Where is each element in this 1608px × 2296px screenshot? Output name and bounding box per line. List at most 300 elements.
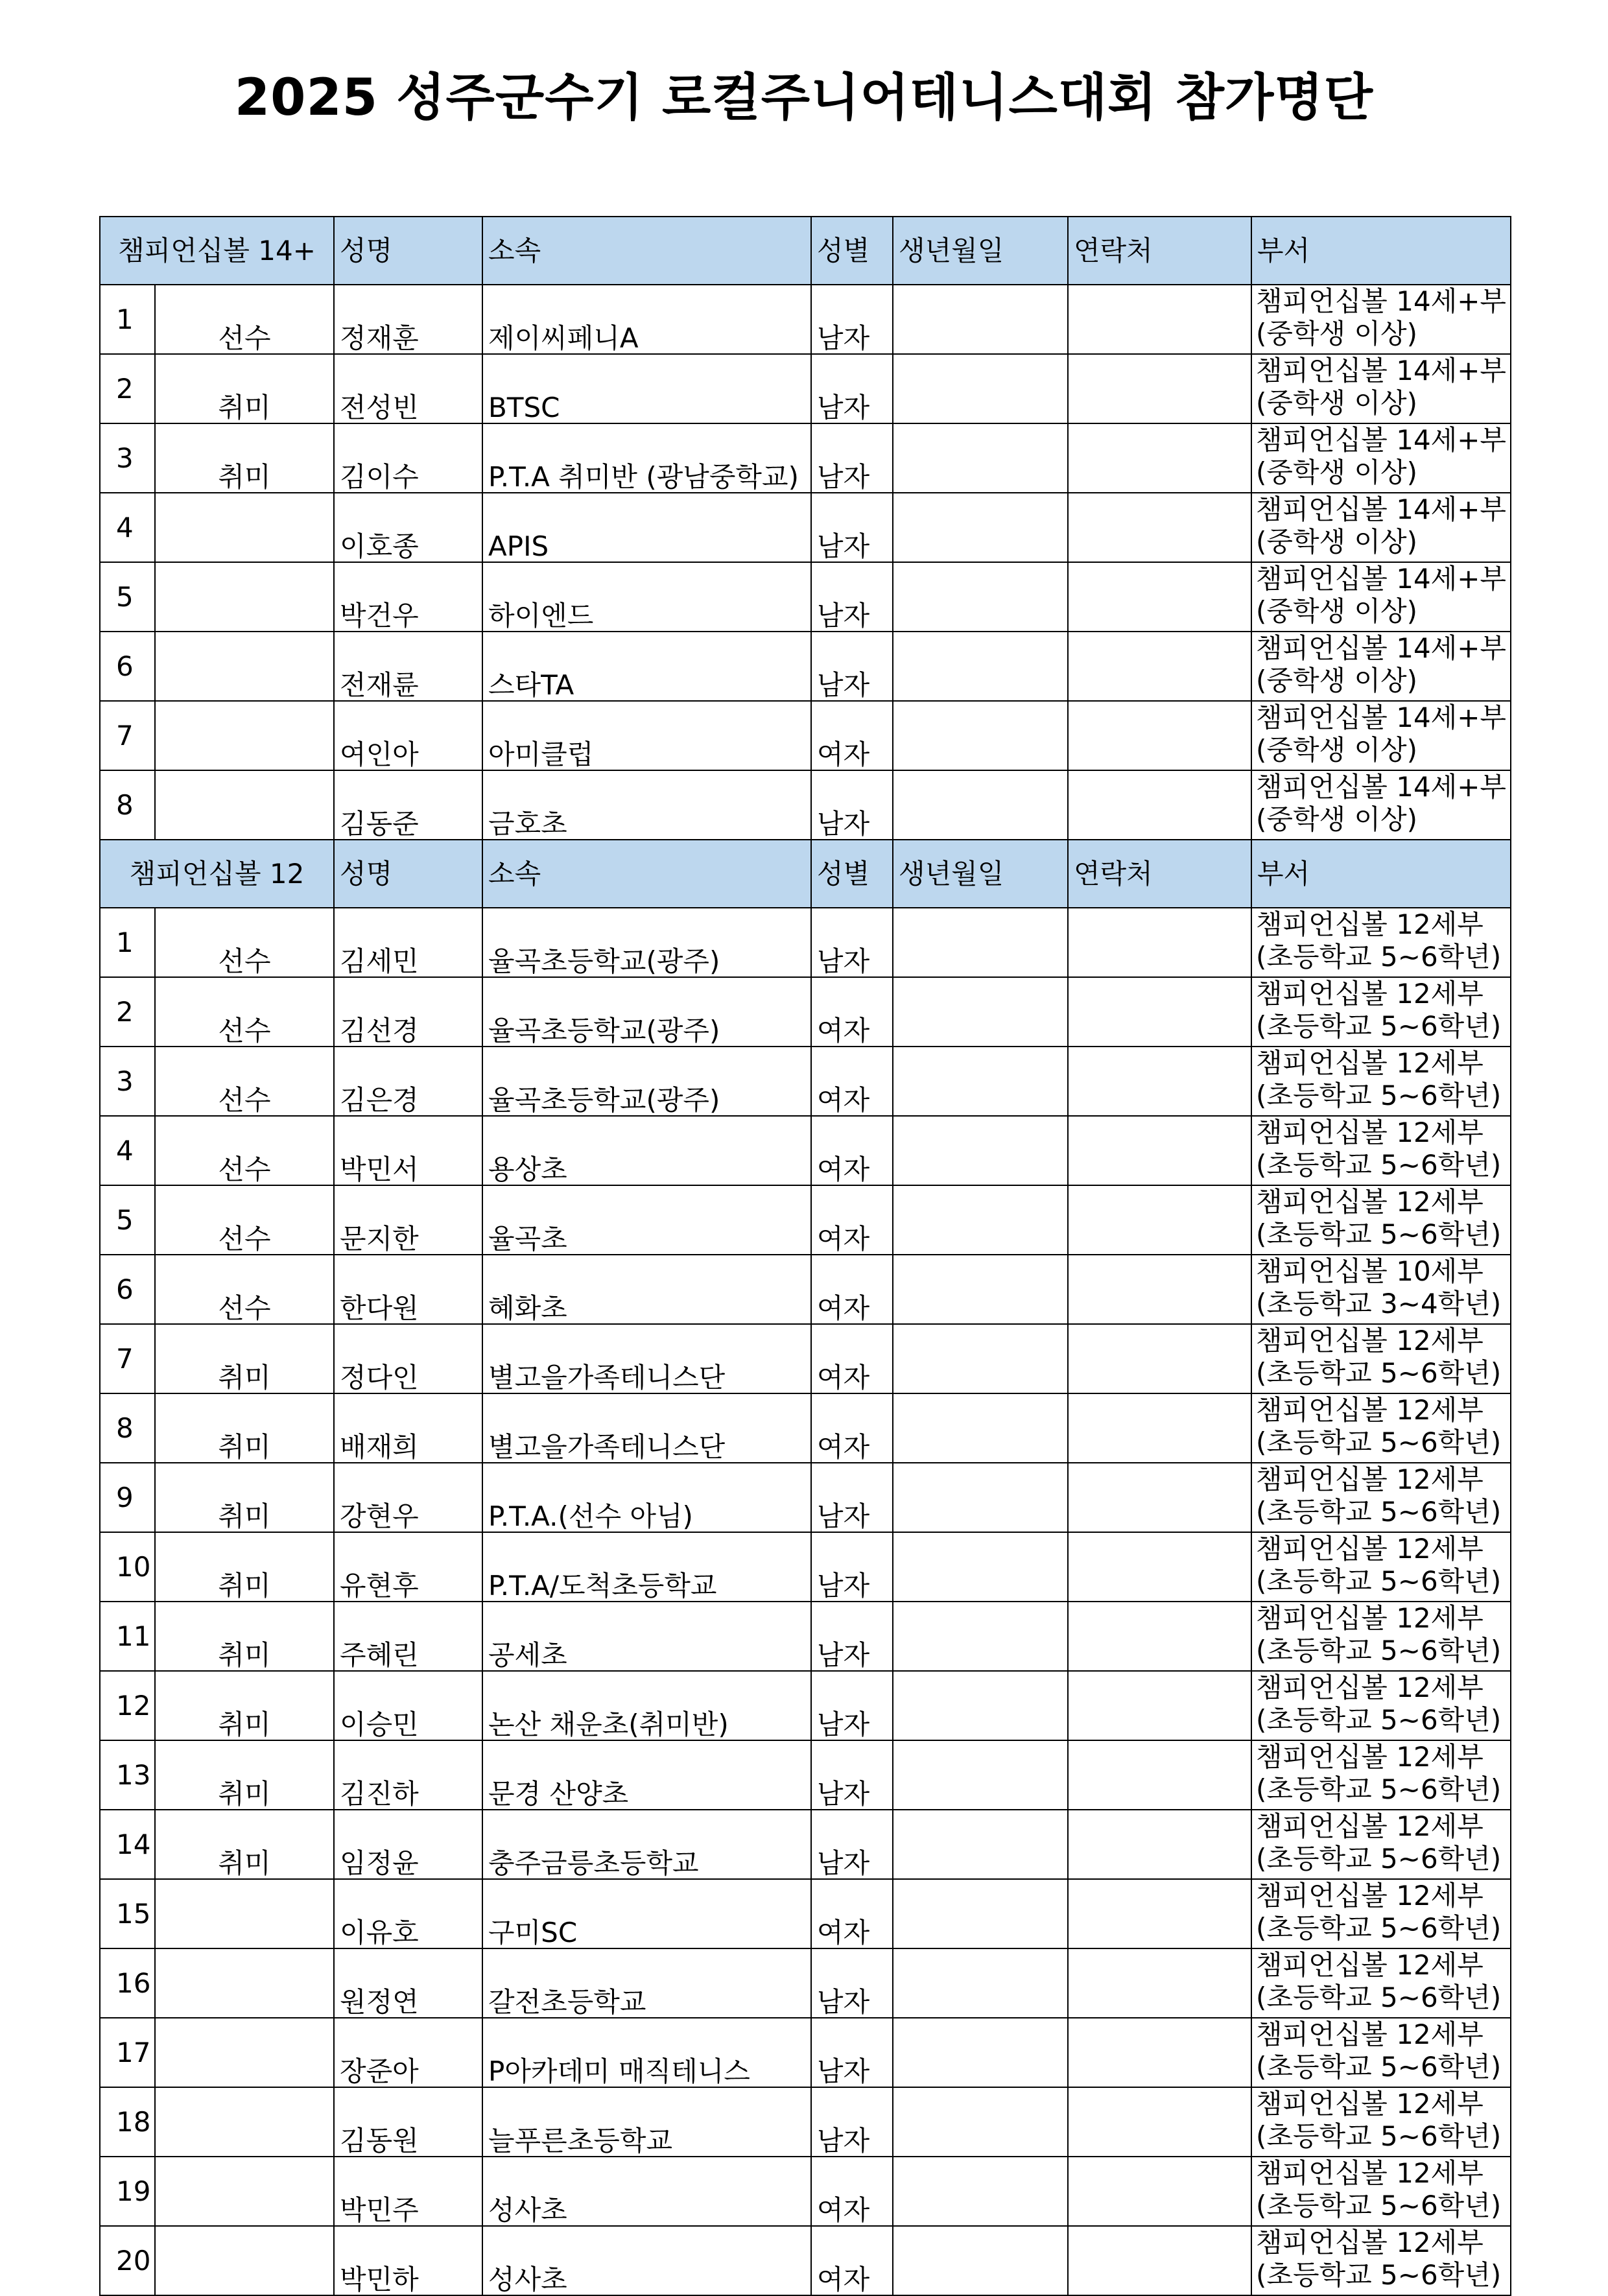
row-group — [155, 2226, 334, 2295]
table-row — [100, 1116, 1511, 1185]
row-affiliation: P.T.A/도척초등학교 — [482, 1532, 811, 1602]
row-group — [155, 493, 334, 562]
table-row — [100, 632, 1511, 701]
row-birthdate — [893, 2157, 1068, 2226]
row-number: 1 — [100, 908, 155, 977]
table-row — [100, 1671, 1511, 1740]
row-number: 7 — [100, 1324, 155, 1393]
division-line-2: (초등학교 5~6학년) — [1256, 1149, 1502, 1181]
row-name: 배재희 — [334, 1393, 482, 1463]
row-contact — [1068, 1948, 1251, 2018]
row-group — [155, 1948, 334, 2018]
column-header-name: 성명 — [334, 217, 482, 285]
section-header-row — [100, 840, 1511, 908]
column-header-birthdate: 생년월일 — [893, 217, 1068, 285]
division-line-2: (초등학교 5~6학년) — [1256, 1843, 1502, 1875]
row-affiliation: 금호초 — [482, 770, 811, 840]
row-division — [1251, 1255, 1511, 1324]
row-gender: 남자 — [811, 770, 893, 840]
row-affiliation: P.T.A 취미반 (광남중학교) — [482, 423, 811, 493]
table-row — [100, 1532, 1511, 1602]
division-line-1: 챔피언십볼 14세+부 — [1256, 424, 1507, 456]
row-number: 3 — [100, 423, 155, 493]
row-group: 취미 — [155, 1740, 334, 1810]
row-birthdate — [893, 2087, 1068, 2157]
division-line-1: 챔피언십볼 12세부 — [1256, 1047, 1484, 1079]
row-number: 20 — [100, 2226, 155, 2295]
row-contact — [1068, 493, 1251, 562]
table-row — [100, 701, 1511, 770]
row-division — [1251, 1948, 1511, 2018]
row-gender: 여자 — [811, 2157, 893, 2226]
row-division — [1251, 1185, 1511, 1255]
division-line-2: (초등학교 5~6학년) — [1256, 1357, 1502, 1389]
row-number: 15 — [100, 1879, 155, 1948]
row-birthdate — [893, 770, 1068, 840]
table-row — [100, 770, 1511, 840]
row-division — [1251, 2018, 1511, 2087]
row-division — [1251, 770, 1511, 840]
row-name: 박민서 — [334, 1116, 482, 1185]
row-name: 김은경 — [334, 1047, 482, 1116]
division-line-1: 챔피언십볼 10세부 — [1256, 1255, 1484, 1287]
division-line-1: 챔피언십볼 12세부 — [1256, 1672, 1484, 1703]
row-group: 취미 — [155, 1324, 334, 1393]
row-birthdate — [893, 1116, 1068, 1185]
row-affiliation: BTSC — [482, 354, 811, 423]
division-line-1: 챔피언십볼 14세+부 — [1256, 493, 1507, 525]
division-line-2: (초등학교 5~6학년) — [1256, 1982, 1502, 2013]
row-name: 주혜린 — [334, 1602, 482, 1671]
division-line-2: (중학생 이상) — [1256, 665, 1417, 696]
row-group: 취미 — [155, 1463, 334, 1532]
row-number: 19 — [100, 2157, 155, 2226]
division-line-1: 챔피언십볼 12세부 — [1256, 2088, 1484, 2120]
row-affiliation: 율곡초등학교(광주) — [482, 1047, 811, 1116]
table-row — [100, 1047, 1511, 1116]
category-label: 챔피언십볼 14+ — [100, 217, 334, 285]
row-gender: 남자 — [811, 562, 893, 632]
row-birthdate — [893, 1948, 1068, 2018]
row-name: 이유호 — [334, 1879, 482, 1948]
row-gender: 남자 — [811, 1671, 893, 1740]
division-line-1: 챔피언십볼 12세부 — [1256, 1533, 1484, 1565]
division-line-2: (초등학교 5~6학년) — [1256, 1010, 1502, 1042]
row-birthdate — [893, 1185, 1068, 1255]
division-line-2: (중학생 이상) — [1256, 318, 1417, 349]
row-contact — [1068, 1602, 1251, 1671]
row-group: 취미 — [155, 1532, 334, 1602]
row-division — [1251, 977, 1511, 1047]
division-line-1: 챔피언십볼 14세+부 — [1256, 285, 1507, 317]
row-group: 취미 — [155, 1671, 334, 1740]
row-division — [1251, 1740, 1511, 1810]
row-affiliation: 하이엔드 — [482, 562, 811, 632]
table-row — [100, 1740, 1511, 1810]
row-number: 5 — [100, 1185, 155, 1255]
row-number: 4 — [100, 493, 155, 562]
row-group: 선수 — [155, 908, 334, 977]
row-affiliation: 별고을가족테니스단 — [482, 1393, 811, 1463]
row-gender: 여자 — [811, 977, 893, 1047]
row-number: 4 — [100, 1116, 155, 1185]
row-birthdate — [893, 632, 1068, 701]
row-birthdate — [893, 1255, 1068, 1324]
table-row — [100, 1255, 1511, 1324]
row-gender: 남자 — [811, 2087, 893, 2157]
row-gender: 남자 — [811, 1463, 893, 1532]
row-division — [1251, 1532, 1511, 1602]
row-name: 정다인 — [334, 1324, 482, 1393]
division-line-1: 챔피언십볼 12세부 — [1256, 2157, 1484, 2189]
row-birthdate — [893, 285, 1068, 354]
row-contact — [1068, 770, 1251, 840]
row-affiliation: APIS — [482, 493, 811, 562]
row-name: 이승민 — [334, 1671, 482, 1740]
division-line-1: 챔피언십볼 12세부 — [1256, 1880, 1484, 1911]
division-line-2: (초등학교 5~6학년) — [1256, 941, 1502, 973]
row-division — [1251, 285, 1511, 354]
row-birthdate — [893, 423, 1068, 493]
division-line-2: (초등학교 5~6학년) — [1256, 1565, 1502, 1597]
row-division — [1251, 1810, 1511, 1879]
row-gender: 여자 — [811, 1879, 893, 1948]
row-contact — [1068, 977, 1251, 1047]
division-line-2: (중학생 이상) — [1256, 595, 1417, 627]
column-header-affiliation: 소속 — [482, 840, 811, 908]
column-header-division: 부서 — [1251, 840, 1511, 908]
division-line-2: (초등학교 5~6학년) — [1256, 1426, 1502, 1458]
table-row — [100, 1948, 1511, 2018]
row-gender: 남자 — [811, 285, 893, 354]
row-contact — [1068, 1324, 1251, 1393]
division-line-1: 챔피언십볼 12세부 — [1256, 978, 1484, 1010]
row-birthdate — [893, 1047, 1068, 1116]
row-affiliation: 논산 채운초(취미반) — [482, 1671, 811, 1740]
division-line-1: 챔피언십볼 12세부 — [1256, 1810, 1484, 1842]
row-name: 유현후 — [334, 1532, 482, 1602]
row-affiliation: 아미클럽 — [482, 701, 811, 770]
row-contact — [1068, 1879, 1251, 1948]
division-line-2: (초등학교 5~6학년) — [1256, 1218, 1502, 1250]
row-gender: 여자 — [811, 1047, 893, 1116]
table-row — [100, 1393, 1511, 1463]
row-group: 선수 — [155, 1185, 334, 1255]
row-contact — [1068, 2087, 1251, 2157]
row-number: 11 — [100, 1602, 155, 1671]
row-contact — [1068, 2018, 1251, 2087]
row-gender: 남자 — [811, 908, 893, 977]
row-group: 선수 — [155, 1116, 334, 1185]
division-line-2: (초등학교 5~6학년) — [1256, 1496, 1502, 1528]
table-row — [100, 2087, 1511, 2157]
row-birthdate — [893, 1393, 1068, 1463]
row-contact — [1068, 701, 1251, 770]
row-group: 취미 — [155, 1602, 334, 1671]
row-name: 강현우 — [334, 1463, 482, 1532]
row-number: 3 — [100, 1047, 155, 1116]
row-number: 18 — [100, 2087, 155, 2157]
row-affiliation: 성사초 — [482, 2157, 811, 2226]
row-division — [1251, 2226, 1511, 2295]
table-row — [100, 562, 1511, 632]
row-contact — [1068, 354, 1251, 423]
row-group — [155, 1879, 334, 1948]
table-row — [100, 977, 1511, 1047]
row-name: 정재훈 — [334, 285, 482, 354]
row-contact — [1068, 562, 1251, 632]
row-division — [1251, 1602, 1511, 1671]
row-gender: 남자 — [811, 1948, 893, 2018]
row-group — [155, 701, 334, 770]
row-division — [1251, 1393, 1511, 1463]
row-name: 전재륜 — [334, 632, 482, 701]
table-row — [100, 2157, 1511, 2226]
row-division — [1251, 1047, 1511, 1116]
table-row — [100, 1463, 1511, 1532]
division-line-2: (초등학교 5~6학년) — [1256, 1773, 1502, 1805]
row-name: 김선경 — [334, 977, 482, 1047]
division-line-1: 챔피언십볼 12세부 — [1256, 1949, 1484, 1981]
row-birthdate — [893, 2018, 1068, 2087]
page-title: 2025 성주군수기 로컬주니어테니스대회 참가명단 — [234, 69, 1374, 127]
row-affiliation: 제이씨페니A — [482, 285, 811, 354]
division-line-2: (초등학교 5~6학년) — [1256, 2190, 1502, 2221]
row-number: 13 — [100, 1740, 155, 1810]
column-header-contact: 연락처 — [1068, 217, 1251, 285]
division-line-1: 챔피언십볼 12세부 — [1256, 1325, 1484, 1356]
row-group — [155, 2157, 334, 2226]
row-name: 김동원 — [334, 2087, 482, 2157]
row-group: 선수 — [155, 977, 334, 1047]
row-gender: 남자 — [811, 1532, 893, 1602]
row-gender: 남자 — [811, 1602, 893, 1671]
row-gender: 남자 — [811, 2018, 893, 2087]
row-group: 취미 — [155, 1810, 334, 1879]
row-affiliation: 스타TA — [482, 632, 811, 701]
row-number: 10 — [100, 1532, 155, 1602]
row-affiliation: P.T.A.(선수 아님) — [482, 1463, 811, 1532]
row-number: 2 — [100, 354, 155, 423]
row-contact — [1068, 2157, 1251, 2226]
row-affiliation: 용상초 — [482, 1116, 811, 1185]
row-contact — [1068, 632, 1251, 701]
table-row — [100, 1324, 1511, 1393]
row-division — [1251, 1116, 1511, 1185]
row-contact — [1068, 1671, 1251, 1740]
column-header-name: 성명 — [334, 840, 482, 908]
table-row — [100, 1879, 1511, 1948]
row-name: 박민하 — [334, 2226, 482, 2295]
row-affiliation: 율곡초등학교(광주) — [482, 908, 811, 977]
division-line-2: (중학생 이상) — [1256, 803, 1417, 835]
row-number: 14 — [100, 1810, 155, 1879]
row-contact — [1068, 908, 1251, 977]
row-number: 1 — [100, 285, 155, 354]
row-birthdate — [893, 1671, 1068, 1740]
table-row — [100, 1602, 1511, 1671]
row-division — [1251, 354, 1511, 423]
table-row — [100, 285, 1511, 354]
column-header-affiliation: 소속 — [482, 217, 811, 285]
row-affiliation: P아카데미 매직테니스 — [482, 2018, 811, 2087]
table-row — [100, 1810, 1511, 1879]
division-line-1: 챔피언십볼 14세+부 — [1256, 702, 1507, 733]
column-header-contact: 연락처 — [1068, 840, 1251, 908]
row-affiliation: 충주금릉초등학교 — [482, 1810, 811, 1879]
row-number: 16 — [100, 1948, 155, 2018]
row-birthdate — [893, 1810, 1068, 1879]
row-group: 선수 — [155, 285, 334, 354]
row-division — [1251, 908, 1511, 977]
division-line-2: (중학생 이상) — [1256, 456, 1417, 488]
row-number: 17 — [100, 2018, 155, 2087]
row-affiliation: 성사초 — [482, 2226, 811, 2295]
division-line-1: 챔피언십볼 14세+부 — [1256, 632, 1507, 664]
row-birthdate — [893, 977, 1068, 1047]
row-gender: 남자 — [811, 1810, 893, 1879]
row-name: 장준아 — [334, 2018, 482, 2087]
row-contact — [1068, 1463, 1251, 1532]
row-birthdate — [893, 908, 1068, 977]
row-affiliation: 갈전초등학교 — [482, 1948, 811, 2018]
division-line-1: 챔피언십볼 12세부 — [1256, 2018, 1484, 2050]
category-label: 챔피언십볼 12 — [100, 840, 334, 908]
division-line-1: 챔피언십볼 12세부 — [1256, 1117, 1484, 1148]
row-number: 8 — [100, 1393, 155, 1463]
row-gender: 여자 — [811, 1393, 893, 1463]
division-line-1: 챔피언십볼 12세부 — [1256, 1602, 1484, 1634]
row-birthdate — [893, 493, 1068, 562]
row-division — [1251, 632, 1511, 701]
row-number: 8 — [100, 770, 155, 840]
row-birthdate — [893, 1532, 1068, 1602]
division-line-1: 챔피언십볼 12세부 — [1256, 1741, 1484, 1773]
row-division — [1251, 2087, 1511, 2157]
row-name: 김세민 — [334, 908, 482, 977]
row-group: 선수 — [155, 1047, 334, 1116]
division-line-1: 챔피언십볼 12세부 — [1256, 2227, 1484, 2258]
row-division — [1251, 1879, 1511, 1948]
row-birthdate — [893, 701, 1068, 770]
row-group — [155, 2087, 334, 2157]
row-contact — [1068, 1185, 1251, 1255]
division-line-2: (초등학교 3~4학년) — [1256, 1288, 1502, 1320]
division-line-2: (중학생 이상) — [1256, 734, 1417, 766]
table-row — [100, 1185, 1511, 1255]
row-birthdate — [893, 1324, 1068, 1393]
row-birthdate — [893, 1602, 1068, 1671]
row-group: 취미 — [155, 354, 334, 423]
table-row — [100, 2226, 1511, 2295]
row-number: 6 — [100, 632, 155, 701]
division-line-2: (초등학교 5~6학년) — [1256, 1080, 1502, 1111]
column-header-division: 부서 — [1251, 217, 1511, 285]
row-division — [1251, 493, 1511, 562]
division-line-2: (초등학교 5~6학년) — [1256, 2259, 1502, 2291]
row-number: 9 — [100, 1463, 155, 1532]
row-name: 여인아 — [334, 701, 482, 770]
row-name: 임정윤 — [334, 1810, 482, 1879]
division-line-2: (중학생 이상) — [1256, 387, 1417, 419]
participant-table — [99, 216, 1511, 2296]
participant-table-body — [100, 217, 1511, 2295]
row-birthdate — [893, 2226, 1068, 2295]
row-contact — [1068, 1116, 1251, 1185]
table-row — [100, 908, 1511, 977]
division-line-1: 챔피언십볼 14세+부 — [1256, 563, 1507, 595]
row-name: 김이수 — [334, 423, 482, 493]
row-division — [1251, 1324, 1511, 1393]
row-division — [1251, 1463, 1511, 1532]
column-header-gender: 성별 — [811, 217, 893, 285]
row-number: 2 — [100, 977, 155, 1047]
row-group: 취미 — [155, 1393, 334, 1463]
division-line-2: (초등학교 5~6학년) — [1256, 2120, 1502, 2152]
row-contact — [1068, 1255, 1251, 1324]
division-line-1: 챔피언십볼 12세부 — [1256, 908, 1484, 940]
row-group — [155, 2018, 334, 2087]
row-birthdate — [893, 1463, 1068, 1532]
section-header-row — [100, 217, 1511, 285]
row-name: 한다원 — [334, 1255, 482, 1324]
row-name: 박건우 — [334, 562, 482, 632]
row-birthdate — [893, 1879, 1068, 1948]
row-gender: 남자 — [811, 1740, 893, 1810]
row-number: 5 — [100, 562, 155, 632]
row-group — [155, 632, 334, 701]
row-contact — [1068, 1047, 1251, 1116]
row-affiliation: 문경 산양초 — [482, 1740, 811, 1810]
row-name: 전성빈 — [334, 354, 482, 423]
division-line-1: 챔피언십볼 12세부 — [1256, 1186, 1484, 1218]
row-gender: 남자 — [811, 493, 893, 562]
row-number: 7 — [100, 701, 155, 770]
row-affiliation: 공세초 — [482, 1602, 811, 1671]
row-gender: 여자 — [811, 1324, 893, 1393]
row-birthdate — [893, 354, 1068, 423]
row-name: 김진하 — [334, 1740, 482, 1810]
row-gender: 여자 — [811, 1185, 893, 1255]
row-division — [1251, 423, 1511, 493]
row-contact — [1068, 2226, 1251, 2295]
row-contact — [1068, 285, 1251, 354]
column-header-birthdate: 생년월일 — [893, 840, 1068, 908]
row-name: 원정연 — [334, 1948, 482, 2018]
row-name: 문지한 — [334, 1185, 482, 1255]
row-group — [155, 770, 334, 840]
row-gender: 여자 — [811, 2226, 893, 2295]
row-contact — [1068, 423, 1251, 493]
row-group: 취미 — [155, 423, 334, 493]
row-affiliation: 구미SC — [482, 1879, 811, 1948]
column-header-gender: 성별 — [811, 840, 893, 908]
row-division — [1251, 1671, 1511, 1740]
row-name: 이호종 — [334, 493, 482, 562]
row-contact — [1068, 1810, 1251, 1879]
row-gender: 여자 — [811, 1255, 893, 1324]
row-gender: 남자 — [811, 354, 893, 423]
row-affiliation: 혜화초 — [482, 1255, 811, 1324]
row-division — [1251, 701, 1511, 770]
row-gender: 여자 — [811, 701, 893, 770]
table-row — [100, 423, 1511, 493]
row-affiliation: 늘푸른초등학교 — [482, 2087, 811, 2157]
row-contact — [1068, 1740, 1251, 1810]
table-row — [100, 354, 1511, 423]
row-name: 김동준 — [334, 770, 482, 840]
table-row — [100, 493, 1511, 562]
